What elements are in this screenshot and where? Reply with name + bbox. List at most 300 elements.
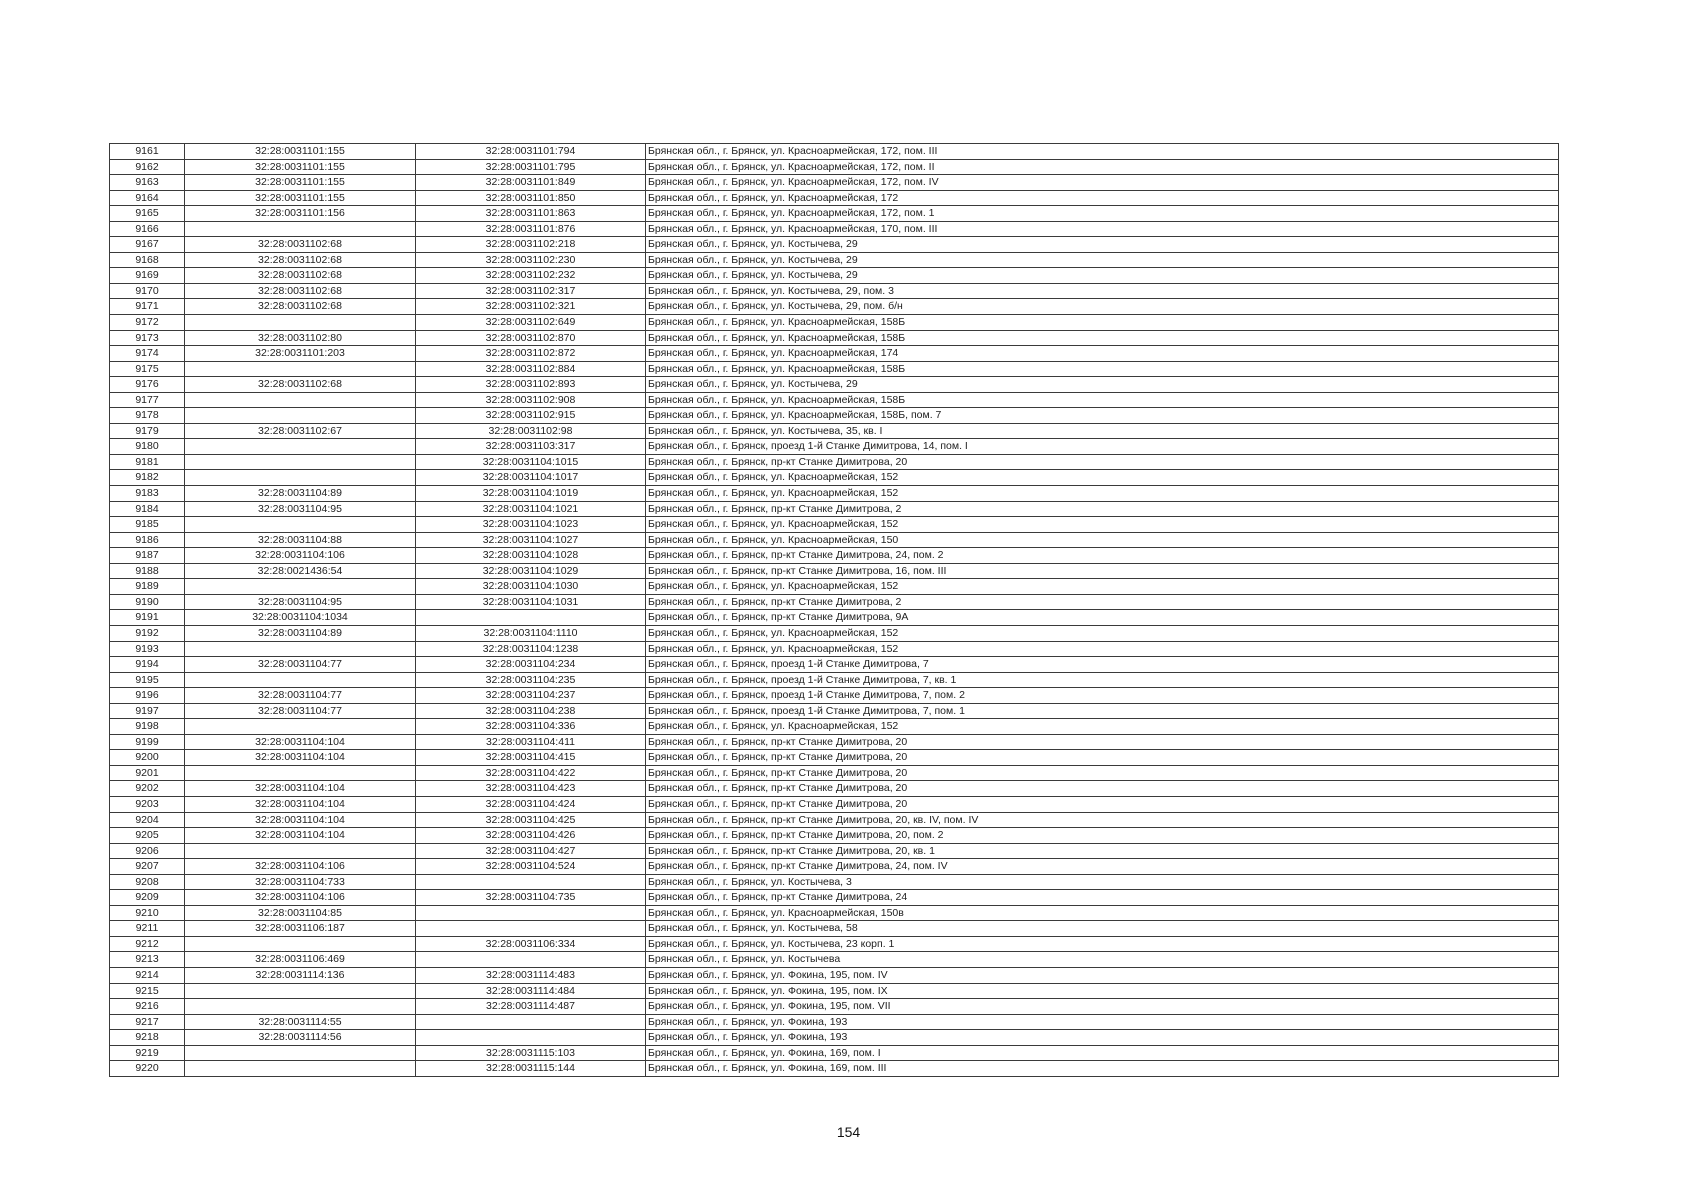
cell-parent-cadastral-number: 32:28:0031102:68 — [185, 268, 416, 284]
cell-row-number: 9214 — [110, 967, 185, 983]
table-row — [110, 812, 1559, 828]
cell-parent-cadastral-number: 32:28:0031104:733 — [185, 874, 416, 890]
cell-address: Брянская обл., г. Брянск, ул. Красноармейская, 170, пом. III — [646, 221, 1559, 237]
cell-cadastral-number — [416, 1030, 646, 1046]
cell-address: Брянская обл., г. Брянск, ул. Красноармейская, 172, пом. II — [646, 159, 1559, 175]
cell-address: Брянская обл., г. Брянск, ул. Красноармейская, 158Б — [646, 330, 1559, 346]
cell-address: Брянская обл., г. Брянск, ул. Костычева, 29, пом. 3 — [646, 283, 1559, 299]
cell-parent-cadastral-number: 32:28:0031102:67 — [185, 423, 416, 439]
cell-parent-cadastral-number: 32:28:0031104:104 — [185, 796, 416, 812]
cell-row-number: 9194 — [110, 657, 185, 673]
cell-cadastral-number: 32:28:0031101:863 — [416, 206, 646, 222]
cell-address: Брянская обл., г. Брянск, ул. Фокина, 195, пом. VII — [646, 999, 1559, 1015]
cell-cadastral-number: 32:28:0031102:317 — [416, 283, 646, 299]
cell-parent-cadastral-number — [185, 672, 416, 688]
cell-parent-cadastral-number: 32:28:0031104:95 — [185, 501, 416, 517]
cell-row-number: 9181 — [110, 454, 185, 470]
cell-address: Брянская обл., г. Брянск, пр-кт Станке Димитрова, 24, пом. IV — [646, 859, 1559, 875]
cell-cadastral-number: 32:28:0031104:1017 — [416, 470, 646, 486]
cell-row-number: 9163 — [110, 175, 185, 191]
cell-address: Брянская обл., г. Брянск, ул. Фокина, 169, пом. I — [646, 1045, 1559, 1061]
cell-cadastral-number: 32:28:0031104:1030 — [416, 579, 646, 595]
cell-parent-cadastral-number: 32:28:0031104:1034 — [185, 610, 416, 626]
cell-row-number: 9173 — [110, 330, 185, 346]
cell-row-number: 9196 — [110, 688, 185, 704]
table-row — [110, 610, 1559, 626]
cell-address: Брянская обл., г. Брянск, ул. Фокина, 169, пом. III — [646, 1061, 1559, 1077]
cell-row-number: 9172 — [110, 315, 185, 331]
cell-address: Брянская обл., г. Брянск, пр-кт Станке Димитрова, 20, кв. 1 — [646, 843, 1559, 859]
cell-row-number: 9193 — [110, 641, 185, 657]
cell-cadastral-number: 32:28:0031115:103 — [416, 1045, 646, 1061]
cell-parent-cadastral-number: 32:28:0031101:155 — [185, 144, 416, 160]
cell-cadastral-number: 32:28:0031102:884 — [416, 361, 646, 377]
cell-parent-cadastral-number — [185, 1045, 416, 1061]
cell-cadastral-number: 32:28:0031104:415 — [416, 750, 646, 766]
cell-row-number: 9188 — [110, 563, 185, 579]
cell-row-number: 9220 — [110, 1061, 185, 1077]
cell-address: Брянская обл., г. Брянск, ул. Фокина, 195, пом. IX — [646, 983, 1559, 999]
cell-cadastral-number: 32:28:0031102:908 — [416, 392, 646, 408]
cell-row-number: 9198 — [110, 719, 185, 735]
cell-row-number: 9204 — [110, 812, 185, 828]
cell-parent-cadastral-number: 32:28:0031104:104 — [185, 781, 416, 797]
cell-address: Брянская обл., г. Брянск, пр-кт Станке Димитрова, 2 — [646, 501, 1559, 517]
cell-row-number: 9185 — [110, 517, 185, 533]
table-row — [110, 299, 1559, 315]
cell-parent-cadastral-number: 32:28:0031104:106 — [185, 859, 416, 875]
cell-parent-cadastral-number: 32:28:0031104:104 — [185, 734, 416, 750]
table-row — [110, 501, 1559, 517]
table-row — [110, 423, 1559, 439]
cell-address: Брянская обл., г. Брянск, пр-кт Станке Димитрова, 20 — [646, 765, 1559, 781]
cell-row-number: 9200 — [110, 750, 185, 766]
table-row — [110, 936, 1559, 952]
cell-cadastral-number: 32:28:0031104:234 — [416, 657, 646, 673]
cell-address: Брянская обл., г. Брянск, пр-кт Станке Димитрова, 20, пом. 2 — [646, 828, 1559, 844]
cell-parent-cadastral-number: 32:28:0031102:68 — [185, 252, 416, 268]
cell-row-number: 9213 — [110, 952, 185, 968]
cell-parent-cadastral-number — [185, 641, 416, 657]
table-row — [110, 579, 1559, 595]
cell-address: Брянская обл., г. Брянск, ул. Красноармейская, 158Б — [646, 315, 1559, 331]
cell-cadastral-number: 32:28:0031104:336 — [416, 719, 646, 735]
cell-address: Брянская обл., г. Брянск, ул. Костычева, 3 — [646, 874, 1559, 890]
table-row — [110, 346, 1559, 362]
cell-cadastral-number: 32:28:0031114:483 — [416, 967, 646, 983]
cell-row-number: 9192 — [110, 625, 185, 641]
table-row — [110, 967, 1559, 983]
cell-parent-cadastral-number — [185, 315, 416, 331]
cell-parent-cadastral-number: 32:28:0031104:88 — [185, 532, 416, 548]
cell-cadastral-number: 32:28:0031102:915 — [416, 408, 646, 424]
table-row — [110, 283, 1559, 299]
cell-address: Брянская обл., г. Брянск, ул. Красноармейская, 152 — [646, 641, 1559, 657]
cell-row-number: 9219 — [110, 1045, 185, 1061]
cell-parent-cadastral-number: 32:28:0031104:77 — [185, 657, 416, 673]
table-row — [110, 688, 1559, 704]
cell-cadastral-number: 32:28:0031102:230 — [416, 252, 646, 268]
table-row — [110, 921, 1559, 937]
cell-cadastral-number: 32:28:0031104:426 — [416, 828, 646, 844]
cell-parent-cadastral-number: 32:28:0031104:104 — [185, 750, 416, 766]
page-number: 154 — [836, 1124, 861, 1140]
cell-parent-cadastral-number: 32:28:0031102:68 — [185, 237, 416, 253]
cell-cadastral-number — [416, 610, 646, 626]
cell-parent-cadastral-number: 32:28:0031104:104 — [185, 812, 416, 828]
cell-parent-cadastral-number — [185, 579, 416, 595]
cell-parent-cadastral-number: 32:28:0031106:187 — [185, 921, 416, 937]
cell-cadastral-number: 32:28:0031101:849 — [416, 175, 646, 191]
cell-address: Брянская обл., г. Брянск, ул. Красноармейская, 158Б — [646, 392, 1559, 408]
cell-row-number: 9208 — [110, 874, 185, 890]
cell-parent-cadastral-number — [185, 983, 416, 999]
cell-row-number: 9203 — [110, 796, 185, 812]
table-row — [110, 237, 1559, 253]
cell-address: Брянская обл., г. Брянск, ул. Костычева, 29 — [646, 268, 1559, 284]
cell-address: Брянская обл., г. Брянск, ул. Красноармейская, 174 — [646, 346, 1559, 362]
cell-row-number: 9183 — [110, 486, 185, 502]
table-row — [110, 361, 1559, 377]
cell-cadastral-number: 32:28:0031102:98 — [416, 423, 646, 439]
table-row — [110, 983, 1559, 999]
cell-row-number: 9189 — [110, 579, 185, 595]
cell-parent-cadastral-number — [185, 470, 416, 486]
cell-row-number: 9161 — [110, 144, 185, 160]
cell-address: Брянская обл., г. Брянск, ул. Красноармейская, 172, пом. III — [646, 144, 1559, 160]
cell-parent-cadastral-number: 32:28:0031102:80 — [185, 330, 416, 346]
cell-address: Брянская обл., г. Брянск, ул. Фокина, 193 — [646, 1030, 1559, 1046]
cell-address: Брянская обл., г. Брянск, пр-кт Станке Димитрова, 20 — [646, 734, 1559, 750]
cell-address: Брянская обл., г. Брянск, пр-кт Станке Димитрова, 20 — [646, 796, 1559, 812]
table-row — [110, 874, 1559, 890]
table-row — [110, 703, 1559, 719]
cell-cadastral-number: 32:28:0031104:1019 — [416, 486, 646, 502]
cell-row-number: 9202 — [110, 781, 185, 797]
cell-parent-cadastral-number — [185, 999, 416, 1015]
cell-row-number: 9169 — [110, 268, 185, 284]
cell-row-number: 9166 — [110, 221, 185, 237]
cell-row-number: 9195 — [110, 672, 185, 688]
cell-row-number: 9179 — [110, 423, 185, 439]
cell-address: Брянская обл., г. Брянск, ул. Красноармейская, 152 — [646, 486, 1559, 502]
table-row — [110, 905, 1559, 921]
table-row — [110, 672, 1559, 688]
table-row — [110, 268, 1559, 284]
cell-row-number: 9206 — [110, 843, 185, 859]
cell-address: Брянская обл., г. Брянск, ул. Красноармейская, 152 — [646, 625, 1559, 641]
cell-address: Брянская обл., г. Брянск, пр-кт Станке Димитрова, 9А — [646, 610, 1559, 626]
cell-row-number: 9211 — [110, 921, 185, 937]
table-row — [110, 159, 1559, 175]
cell-row-number: 9177 — [110, 392, 185, 408]
cell-row-number: 9174 — [110, 346, 185, 362]
cell-parent-cadastral-number: 32:28:0031114:55 — [185, 1014, 416, 1030]
cell-cadastral-number — [416, 1014, 646, 1030]
table-row — [110, 548, 1559, 564]
cell-row-number: 9199 — [110, 734, 185, 750]
cell-address: Брянская обл., г. Брянск, пр-кт Станке Димитрова, 2 — [646, 594, 1559, 610]
cell-cadastral-number: 32:28:0031102:218 — [416, 237, 646, 253]
cell-parent-cadastral-number: 32:28:0031102:68 — [185, 377, 416, 393]
table-row — [110, 828, 1559, 844]
table-row — [110, 206, 1559, 222]
cell-row-number: 9175 — [110, 361, 185, 377]
table-row — [110, 734, 1559, 750]
cell-address: Брянская обл., г. Брянск, ул. Красноармейская, 172, пом. IV — [646, 175, 1559, 191]
cell-address: Брянская обл., г. Брянск, ул. Красноармейская, 158Б — [646, 361, 1559, 377]
table-row — [110, 1061, 1559, 1077]
cell-parent-cadastral-number: 32:28:0031104:89 — [185, 486, 416, 502]
cell-parent-cadastral-number — [185, 361, 416, 377]
cell-address: Брянская обл., г. Брянск, ул. Красноармейская, 158Б, пом. 7 — [646, 408, 1559, 424]
cell-parent-cadastral-number: 32:28:0031104:77 — [185, 688, 416, 704]
cell-parent-cadastral-number — [185, 454, 416, 470]
cell-row-number: 9201 — [110, 765, 185, 781]
cell-parent-cadastral-number — [185, 936, 416, 952]
cell-row-number: 9180 — [110, 439, 185, 455]
table-row — [110, 1030, 1559, 1046]
cell-address: Брянская обл., г. Брянск, пр-кт Станке Димитрова, 24, пом. 2 — [646, 548, 1559, 564]
cell-row-number: 9165 — [110, 206, 185, 222]
cell-row-number: 9171 — [110, 299, 185, 315]
cell-address: Брянская обл., г. Брянск, ул. Костычева, 58 — [646, 921, 1559, 937]
cell-row-number: 9209 — [110, 890, 185, 906]
cell-parent-cadastral-number: 32:28:0031101:155 — [185, 190, 416, 206]
cell-cadastral-number: 32:28:0031104:1238 — [416, 641, 646, 657]
table-row — [110, 517, 1559, 533]
table-row — [110, 563, 1559, 579]
cell-parent-cadastral-number — [185, 408, 416, 424]
cell-cadastral-number: 32:28:0031101:876 — [416, 221, 646, 237]
cell-address: Брянская обл., г. Брянск, пр-кт Станке Димитрова, 24 — [646, 890, 1559, 906]
cell-cadastral-number: 32:28:0031104:411 — [416, 734, 646, 750]
cell-parent-cadastral-number: 32:28:0031114:56 — [185, 1030, 416, 1046]
cell-address: Брянская обл., г. Брянск, проезд 1-й Станке Димитрова, 7, кв. 1 — [646, 672, 1559, 688]
cell-address: Брянская обл., г. Брянск, пр-кт Станке Димитрова, 20, кв. IV, пом. IV — [646, 812, 1559, 828]
cell-cadastral-number: 32:28:0031102:870 — [416, 330, 646, 346]
cell-row-number: 9170 — [110, 283, 185, 299]
cell-parent-cadastral-number: 32:28:0031101:155 — [185, 159, 416, 175]
cell-cadastral-number: 32:28:0031104:423 — [416, 781, 646, 797]
cell-parent-cadastral-number: 32:28:0021436:54 — [185, 563, 416, 579]
table-row — [110, 657, 1559, 673]
table-row — [110, 765, 1559, 781]
cell-row-number: 9178 — [110, 408, 185, 424]
cell-cadastral-number: 32:28:0031104:1027 — [416, 532, 646, 548]
cell-cadastral-number: 32:28:0031103:317 — [416, 439, 646, 455]
cell-cadastral-number: 32:28:0031104:235 — [416, 672, 646, 688]
cell-row-number: 9197 — [110, 703, 185, 719]
registry-table — [109, 143, 1559, 1077]
cell-cadastral-number: 32:28:0031101:794 — [416, 144, 646, 160]
table-row — [110, 625, 1559, 641]
cell-parent-cadastral-number — [185, 221, 416, 237]
cell-row-number: 9205 — [110, 828, 185, 844]
cell-address: Брянская обл., г. Брянск, ул. Костычева, 29 — [646, 377, 1559, 393]
cell-address: Брянская обл., г. Брянск, ул. Красноармейская, 152 — [646, 470, 1559, 486]
cell-address: Брянская обл., г. Брянск, ул. Красноармейская, 152 — [646, 517, 1559, 533]
cell-address: Брянская обл., г. Брянск, ул. Фокина, 195, пом. IV — [646, 967, 1559, 983]
cell-cadastral-number: 32:28:0031104:1028 — [416, 548, 646, 564]
cell-parent-cadastral-number: 32:28:0031101:203 — [185, 346, 416, 362]
cell-parent-cadastral-number: 32:28:0031104:77 — [185, 703, 416, 719]
cell-address: Брянская обл., г. Брянск, проезд 1-й Станке Димитрова, 7 — [646, 657, 1559, 673]
cell-row-number: 9212 — [110, 936, 185, 952]
cell-cadastral-number: 32:28:0031101:850 — [416, 190, 646, 206]
cell-cadastral-number: 32:28:0031104:1015 — [416, 454, 646, 470]
table-row — [110, 315, 1559, 331]
table-row — [110, 252, 1559, 268]
cell-cadastral-number: 32:28:0031104:238 — [416, 703, 646, 719]
cell-cadastral-number: 32:28:0031104:524 — [416, 859, 646, 875]
table-row — [110, 781, 1559, 797]
cell-row-number: 9218 — [110, 1030, 185, 1046]
cell-address: Брянская обл., г. Брянск, ул. Красноармейская, 152 — [646, 719, 1559, 735]
cell-address: Брянская обл., г. Брянск, ул. Красноармейская, 150в — [646, 905, 1559, 921]
cell-cadastral-number: 32:28:0031104:425 — [416, 812, 646, 828]
table-row — [110, 532, 1559, 548]
cell-parent-cadastral-number: 32:28:0031102:68 — [185, 299, 416, 315]
table-row — [110, 190, 1559, 206]
table-row — [110, 594, 1559, 610]
cell-row-number: 9176 — [110, 377, 185, 393]
cell-address: Брянская обл., г. Брянск, проезд 1-й Станке Димитрова, 14, пом. I — [646, 439, 1559, 455]
table-row — [110, 890, 1559, 906]
table-row — [110, 719, 1559, 735]
cell-cadastral-number: 32:28:0031104:1031 — [416, 594, 646, 610]
cell-cadastral-number: 32:28:0031104:424 — [416, 796, 646, 812]
cell-cadastral-number: 32:28:0031104:422 — [416, 765, 646, 781]
table-row — [110, 859, 1559, 875]
cell-row-number: 9217 — [110, 1014, 185, 1030]
cell-parent-cadastral-number: 32:28:0031102:68 — [185, 283, 416, 299]
cell-cadastral-number: 32:28:0031102:872 — [416, 346, 646, 362]
cell-row-number: 9187 — [110, 548, 185, 564]
cell-cadastral-number — [416, 921, 646, 937]
cell-address: Брянская обл., г. Брянск, ул. Красноармейская, 172 — [646, 190, 1559, 206]
cell-parent-cadastral-number — [185, 392, 416, 408]
cell-row-number: 9186 — [110, 532, 185, 548]
cell-cadastral-number: 32:28:0031114:487 — [416, 999, 646, 1015]
cell-row-number: 9191 — [110, 610, 185, 626]
cell-address: Брянская обл., г. Брянск, пр-кт Станке Димитрова, 20 — [646, 781, 1559, 797]
table-row — [110, 486, 1559, 502]
cell-cadastral-number: 32:28:0031115:144 — [416, 1061, 646, 1077]
cell-address: Брянская обл., г. Брянск, пр-кт Станке Димитрова, 20 — [646, 750, 1559, 766]
table-row — [110, 330, 1559, 346]
cell-address: Брянская обл., г. Брянск, проезд 1-й Станке Димитрова, 7, пом. 2 — [646, 688, 1559, 704]
cell-parent-cadastral-number — [185, 765, 416, 781]
cell-cadastral-number — [416, 874, 646, 890]
cell-cadastral-number: 32:28:0031101:795 — [416, 159, 646, 175]
table-row — [110, 408, 1559, 424]
cell-cadastral-number: 32:28:0031104:1023 — [416, 517, 646, 533]
cell-parent-cadastral-number: 32:28:0031101:155 — [185, 175, 416, 191]
cell-address: Брянская обл., г. Брянск, ул. Красноармейская, 152 — [646, 579, 1559, 595]
cell-address: Брянская обл., г. Брянск, проезд 1-й Станке Димитрова, 7, пом. 1 — [646, 703, 1559, 719]
table-row — [110, 999, 1559, 1015]
table-row — [110, 175, 1559, 191]
cell-address: Брянская обл., г. Брянск, ул. Костычева, 35, кв. I — [646, 423, 1559, 439]
cell-cadastral-number: 32:28:0031102:321 — [416, 299, 646, 315]
table-row — [110, 952, 1559, 968]
cell-cadastral-number: 32:28:0031104:237 — [416, 688, 646, 704]
cell-cadastral-number: 32:28:0031104:1110 — [416, 625, 646, 641]
table-row — [110, 641, 1559, 657]
table-row — [110, 1014, 1559, 1030]
cell-address: Брянская обл., г. Брянск, ул. Костычева, 29 — [646, 237, 1559, 253]
registry-table-body — [110, 144, 1559, 1077]
cell-parent-cadastral-number: 32:28:0031101:156 — [185, 206, 416, 222]
cell-address: Брянская обл., г. Брянск, ул. Красноармейская, 172, пом. 1 — [646, 206, 1559, 222]
table-row — [110, 470, 1559, 486]
table-row — [110, 843, 1559, 859]
cell-row-number: 9167 — [110, 237, 185, 253]
cell-cadastral-number: 32:28:0031102:649 — [416, 315, 646, 331]
table-row — [110, 377, 1559, 393]
table-row — [110, 221, 1559, 237]
cell-parent-cadastral-number: 32:28:0031104:95 — [185, 594, 416, 610]
cell-cadastral-number: 32:28:0031104:427 — [416, 843, 646, 859]
cell-cadastral-number: 32:28:0031106:334 — [416, 936, 646, 952]
cell-cadastral-number: 32:28:0031102:893 — [416, 377, 646, 393]
cell-parent-cadastral-number: 32:28:0031104:106 — [185, 890, 416, 906]
cell-parent-cadastral-number: 32:28:0031104:89 — [185, 625, 416, 641]
cell-cadastral-number — [416, 952, 646, 968]
cell-cadastral-number: 32:28:0031104:1021 — [416, 501, 646, 517]
cell-address: Брянская обл., г. Брянск, пр-кт Станке Димитрова, 16, пом. III — [646, 563, 1559, 579]
cell-row-number: 9162 — [110, 159, 185, 175]
cell-address: Брянская обл., г. Брянск, ул. Костычева, 29 — [646, 252, 1559, 268]
cell-row-number: 9210 — [110, 905, 185, 921]
cell-row-number: 9215 — [110, 983, 185, 999]
cell-parent-cadastral-number: 32:28:0031104:85 — [185, 905, 416, 921]
cell-parent-cadastral-number: 32:28:0031104:104 — [185, 828, 416, 844]
table-row — [110, 1045, 1559, 1061]
cell-parent-cadastral-number: 32:28:0031106:469 — [185, 952, 416, 968]
cell-parent-cadastral-number — [185, 439, 416, 455]
table-row — [110, 439, 1559, 455]
cell-row-number: 9164 — [110, 190, 185, 206]
table-row — [110, 750, 1559, 766]
cell-address: Брянская обл., г. Брянск, ул. Фокина, 193 — [646, 1014, 1559, 1030]
cell-parent-cadastral-number — [185, 719, 416, 735]
cell-parent-cadastral-number: 32:28:0031114:136 — [185, 967, 416, 983]
cell-address: Брянская обл., г. Брянск, ул. Костычева, 23 корп. 1 — [646, 936, 1559, 952]
table-row — [110, 796, 1559, 812]
cell-address: Брянская обл., г. Брянск, ул. Костычева — [646, 952, 1559, 968]
table-row — [110, 144, 1559, 160]
cell-cadastral-number: 32:28:0031102:232 — [416, 268, 646, 284]
cell-row-number: 9184 — [110, 501, 185, 517]
cell-row-number: 9168 — [110, 252, 185, 268]
cell-row-number: 9207 — [110, 859, 185, 875]
cell-parent-cadastral-number — [185, 843, 416, 859]
cell-parent-cadastral-number — [185, 517, 416, 533]
cell-row-number: 9190 — [110, 594, 185, 610]
cell-parent-cadastral-number — [185, 1061, 416, 1077]
cell-row-number: 9216 — [110, 999, 185, 1015]
cell-parent-cadastral-number: 32:28:0031104:106 — [185, 548, 416, 564]
cell-row-number: 9182 — [110, 470, 185, 486]
cell-address: Брянская обл., г. Брянск, ул. Костычева, 29, пом. б/н — [646, 299, 1559, 315]
cell-cadastral-number: 32:28:0031104:735 — [416, 890, 646, 906]
table-row — [110, 454, 1559, 470]
cell-cadastral-number: 32:28:0031114:484 — [416, 983, 646, 999]
cell-address: Брянская обл., г. Брянск, пр-кт Станке Димитрова, 20 — [646, 454, 1559, 470]
cell-cadastral-number: 32:28:0031104:1029 — [416, 563, 646, 579]
